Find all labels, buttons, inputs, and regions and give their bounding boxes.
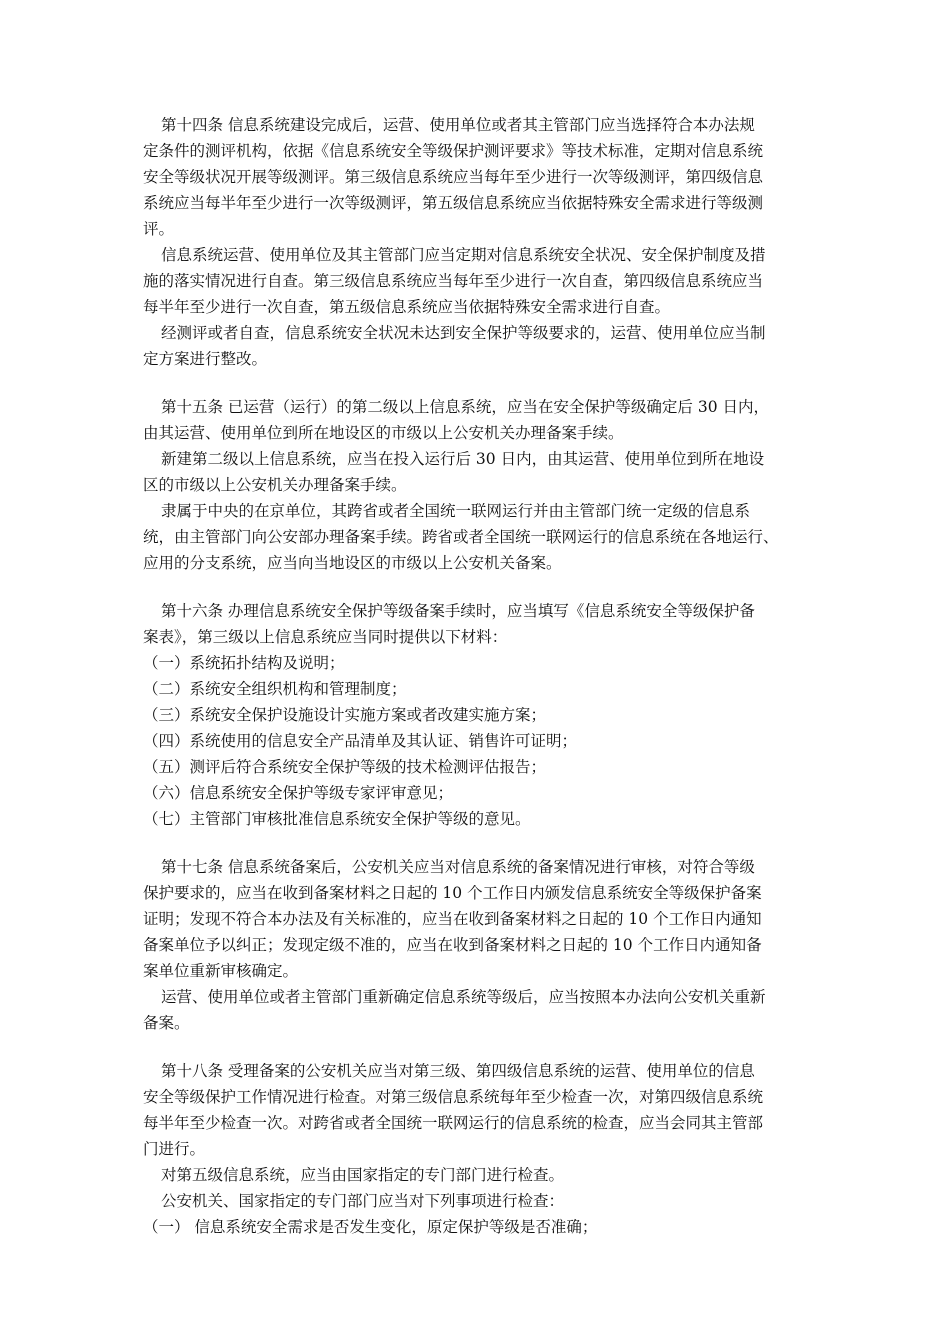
text-line: 证明；发现不符合本办法及有关标准的，应当在收到备案材料之日起的 10 个工作日内通知 xyxy=(143,910,762,928)
article-15 xyxy=(143,394,813,576)
text-line: 每半年至少进行一次自查，第五级信息系统应当依据特殊安全需求进行自查。 xyxy=(143,298,671,316)
list-item: （三）系统安全保护设施设计实施方案或者改建实施方案； xyxy=(143,706,547,724)
text-line: 运营、使用单位或者主管部门重新确定信息系统等级后，应当按照本办法向公安机关重新 xyxy=(161,988,766,1006)
article-18-check-list xyxy=(143,1214,813,1240)
article-18 xyxy=(143,1058,813,1240)
paragraph-spacer xyxy=(143,832,813,854)
text-line: 定条件的测评机构，依据《信息系统安全等级保护测评要求》等技术标准，定期对信息系统 xyxy=(143,142,764,160)
list-item: （一） 信息系统安全需求是否发生变化，原定保护等级是否准确； xyxy=(143,1218,598,1236)
text-line: 系统应当每半年至少进行一次等级测评，第五级信息系统应当依据特殊安全需求进行等级测 xyxy=(143,194,764,212)
text-line: 统，由主管部门向公安部办理备案手续。跨省或者全国统一联网运行的信息系统在各地运行、 xyxy=(143,528,779,546)
article-17-paragraph-2 xyxy=(143,984,813,1036)
article-18-paragraph-2 xyxy=(143,1162,813,1188)
article-16-paragraph-1 xyxy=(143,598,813,650)
text-line: 由其运营、使用单位到所在地设区的市级以上公安机关办理备案手续。 xyxy=(143,424,624,442)
article-15-paragraph-2 xyxy=(143,446,813,498)
list-item: （一）系统拓扑结构及说明； xyxy=(143,654,345,672)
text-line: 备案。 xyxy=(143,1014,190,1032)
text-line: 案表》，第三级以上信息系统应当同时提供以下材料： xyxy=(143,628,508,646)
article-14-paragraph-3 xyxy=(143,320,813,372)
article-17-paragraph-1 xyxy=(143,854,813,984)
text-line: 评。 xyxy=(143,220,175,238)
article-14 xyxy=(143,112,813,372)
text-line: 新建第二级以上信息系统，应当在投入运行后 30 日内，由其运营、使用单位到所在地设 xyxy=(161,450,765,468)
article-16 xyxy=(143,598,813,832)
text-line: 隶属于中央的在京单位，其跨省或者全国统一联网运行并由主管部门统一定级的信息系 xyxy=(161,502,751,520)
article-18-paragraph-1 xyxy=(143,1058,813,1162)
text-line: 区的市级以上公安机关办理备案手续。 xyxy=(143,476,407,494)
article-14-paragraph-1 xyxy=(143,112,813,242)
text-line: 第十四条 信息系统建设完成后，运营、使用单位或者其主管部门应当选择符合本办法规 xyxy=(161,116,755,134)
list-item: （四）系统使用的信息安全产品清单及其认证、销售许可证明； xyxy=(143,732,578,750)
article-14-paragraph-2 xyxy=(143,242,813,320)
text-line: 第十五条 已运营（运行）的第二级以上信息系统，应当在安全保护等级确定后 30 日内， xyxy=(161,398,770,416)
list-item: （六）信息系统安全保护等级专家评审意见； xyxy=(143,784,454,802)
text-line: 施的落实情况进行自查。第三级信息系统应当每年至少进行一次自查，第四级信息系统应当 xyxy=(143,272,764,290)
text-line: 案单位重新审核确定。 xyxy=(143,962,299,980)
list-item: （五）测评后符合系统安全保护等级的技术检测评估报告； xyxy=(143,758,547,776)
text-line: 公安机关、国家指定的专门部门应当对下列事项进行检查： xyxy=(161,1192,565,1210)
list-item: （二）系统安全组织机构和管理制度； xyxy=(143,680,407,698)
text-line: 安全等级状况开展等级测评。第三级信息系统应当每年至少进行一次等级测评，第四级信息 xyxy=(143,168,764,186)
text-line: 每半年至少检查一次。对跨省或者全国统一联网运行的信息系统的检查，应当会同其主管部 xyxy=(143,1114,764,1132)
paragraph-spacer xyxy=(143,1036,813,1058)
text-line: 对第五级信息系统，应当由国家指定的专门部门进行检查。 xyxy=(161,1166,565,1184)
text-line: 应用的分支系统，应当向当地设区的市级以上公安机关备案。 xyxy=(143,554,562,572)
paragraph-spacer xyxy=(143,576,813,598)
text-line: 经测评或者自查，信息系统安全状况未达到安全保护等级要求的，运营、使用单位应当制 xyxy=(161,324,766,342)
text-line: 信息系统运营、使用单位及其主管部门应当定期对信息系统安全状况、安全保护制度及措 xyxy=(161,246,766,264)
list-item: （七）主管部门审核批准信息系统安全保护等级的意见。 xyxy=(143,810,531,828)
text-line: 保护要求的，应当在收到备案材料之日起的 10 个工作日内颁发信息系统安全等级保护备案 xyxy=(143,884,762,902)
text-line: 第十七条 信息系统备案后，公安机关应当对信息系统的备案情况进行审核，对符合等级 xyxy=(161,858,755,876)
text-line: 备案单位予以纠正；发现定级不准的，应当在收到备案材料之日起的 10 个工作日内通知备 xyxy=(143,936,762,954)
text-line: 门进行。 xyxy=(143,1140,206,1158)
document-page xyxy=(143,112,813,1240)
paragraph-spacer xyxy=(143,372,813,394)
article-16-material-list xyxy=(143,650,813,832)
article-18-paragraph-3 xyxy=(143,1188,813,1214)
article-15-paragraph-1 xyxy=(143,394,813,446)
article-17 xyxy=(143,854,813,1036)
text-line: 第十六条 办理信息系统安全保护等级备案手续时，应当填写《信息系统安全等级保护备 xyxy=(161,602,755,620)
text-line: 安全等级保护工作情况进行检查。对第三级信息系统每年至少检查一次，对第四级信息系统 xyxy=(143,1088,764,1106)
article-15-paragraph-3 xyxy=(143,498,813,576)
text-line: 定方案进行整改。 xyxy=(143,350,268,368)
text-line: 第十八条 受理备案的公安机关应当对第三级、第四级信息系统的运营、使用单位的信息 xyxy=(161,1062,755,1080)
